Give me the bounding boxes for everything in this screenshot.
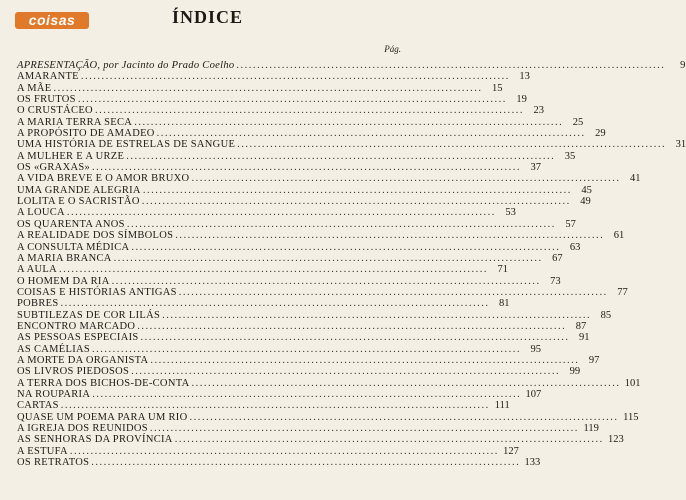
dot-leader bbox=[135, 321, 568, 332]
dot-leader bbox=[189, 173, 622, 184]
toc-entry-page: 49 bbox=[580, 196, 591, 208]
dot-leader bbox=[188, 412, 621, 423]
dot-leader bbox=[125, 219, 558, 230]
toc-entry-page: 107 bbox=[525, 388, 542, 400]
toc-entry-title: O CRUSTÁCEO bbox=[17, 105, 93, 117]
dot-leader bbox=[140, 196, 573, 207]
dot-leader bbox=[58, 298, 491, 309]
dot-leader bbox=[155, 128, 588, 139]
toc-entry-title: A PROPÓSITO DE AMADEO bbox=[17, 128, 155, 140]
toc-entry bbox=[17, 411, 639, 423]
toc-entry-page: 41 bbox=[629, 173, 641, 185]
toc-entry bbox=[17, 150, 576, 162]
toc-entry-title: LOLITA E O SACRISTÃO bbox=[17, 196, 140, 208]
toc-entry-page: 25 bbox=[572, 116, 584, 128]
dot-leader bbox=[148, 355, 581, 366]
dot-leader bbox=[68, 446, 501, 457]
toc-entry bbox=[17, 241, 581, 253]
toc-entry-title: AMARANTE bbox=[17, 71, 79, 83]
toc-entry-title: A MULHER E A URZE bbox=[17, 150, 125, 162]
toc-entry-title: QUASE UM POEMA PARA UM RIO bbox=[17, 411, 188, 423]
toc-entry-page: 23 bbox=[533, 105, 544, 117]
toc-entry-title: O HOMEM DA RIA bbox=[17, 275, 110, 287]
toc-entry bbox=[17, 252, 563, 264]
toc-entry-page: 85 bbox=[600, 309, 612, 321]
toc-entry-title: AS SENHORAS DA PROVÍNCIA bbox=[17, 434, 173, 446]
toc-entry bbox=[17, 60, 686, 71]
dot-leader bbox=[235, 139, 668, 150]
toc-entry-page: 53 bbox=[505, 207, 516, 219]
dot-leader bbox=[148, 423, 581, 434]
toc-entry-page: 127 bbox=[503, 445, 519, 457]
toc-entry-title: A ESTUFA bbox=[17, 445, 68, 457]
toc-entry bbox=[17, 173, 641, 185]
toc-entry bbox=[17, 354, 600, 366]
toc-entry-page: 111 bbox=[494, 400, 510, 412]
dot-leader bbox=[177, 287, 610, 298]
toc-entry bbox=[17, 218, 576, 230]
toc-entry-page: 31 bbox=[675, 139, 686, 151]
toc-entry-title: ENCONTRO MARCADO bbox=[17, 320, 136, 332]
toc-entry bbox=[17, 400, 510, 412]
toc-entry-page: 35 bbox=[564, 150, 576, 162]
toc-entry bbox=[17, 264, 509, 276]
toc-entry-title: AS PESSOAS ESPECIAIS bbox=[17, 332, 139, 344]
toc-entry-title: A CONSULTA MÉDICA bbox=[17, 241, 130, 253]
toc-entry-page: 63 bbox=[569, 241, 581, 253]
toc-entry-title: NA ROUPARIA bbox=[17, 388, 91, 400]
toc-entry-page: 81 bbox=[498, 298, 510, 310]
toc-entry-title: A MARIA BRANCA bbox=[17, 252, 112, 264]
toc-entry bbox=[17, 184, 592, 196]
toc-entry-title: SUBTILEZAS DE COR LILÁS bbox=[17, 309, 161, 321]
dot-leader bbox=[112, 253, 545, 264]
toc-entry-title: A MARIA TERRA SECA bbox=[17, 116, 133, 128]
dot-leader bbox=[93, 105, 526, 116]
dot-leader bbox=[110, 276, 543, 287]
dot-leader bbox=[89, 457, 522, 468]
dot-leader bbox=[173, 230, 606, 241]
toc-entry bbox=[17, 286, 628, 298]
toc-entry-title: AS CAMÉLIAS bbox=[17, 343, 91, 355]
toc-entry-page: 133 bbox=[524, 457, 541, 469]
dot-leader bbox=[129, 366, 562, 377]
toc-entry-title-italic: APRESENTAÇÃO, por Jacinto do Prado Coelho bbox=[17, 60, 235, 71]
toc-entry-title: A MORTE DA ORGANISTA bbox=[17, 354, 149, 366]
toc-entry-page: 15 bbox=[491, 82, 503, 94]
toc-entry-title: A TERRA DOS BICHOS-DE-CONTA bbox=[17, 377, 190, 389]
dot-leader bbox=[139, 332, 572, 343]
toc-entry bbox=[17, 445, 519, 457]
toc-entry bbox=[17, 423, 599, 434]
toc-entry-page: 115 bbox=[623, 411, 639, 423]
toc-entry bbox=[17, 434, 624, 446]
toc-entry bbox=[17, 105, 544, 117]
toc-entry-page: 13 bbox=[519, 71, 530, 83]
toc-entry-page: 77 bbox=[617, 286, 628, 298]
toc-entry bbox=[17, 320, 587, 332]
dot-leader bbox=[59, 400, 492, 411]
dot-leader bbox=[173, 434, 606, 445]
toc-entry-page: 95 bbox=[530, 343, 542, 355]
toc-entry bbox=[17, 275, 561, 287]
coisas-badge: coisas bbox=[15, 12, 89, 29]
toc-entry bbox=[17, 309, 612, 321]
toc-entry bbox=[17, 82, 503, 94]
toc-entry bbox=[17, 377, 641, 389]
toc-entry-page: 9 bbox=[680, 60, 686, 71]
toc-entry-page: 71 bbox=[497, 264, 509, 276]
dot-leader bbox=[90, 344, 523, 355]
toc-entry-title bbox=[17, 60, 234, 71]
toc-entry-page: 91 bbox=[579, 332, 590, 344]
page-title: ÍNDICE bbox=[171, 7, 243, 27]
toc-entry-page: 101 bbox=[624, 377, 641, 389]
toc-entry-title: OS RETRATOS bbox=[17, 457, 90, 469]
toc-entry-page: 37 bbox=[530, 162, 542, 174]
dot-leader bbox=[124, 151, 557, 162]
dot-leader bbox=[234, 60, 667, 71]
toc-entry-page: 19 bbox=[516, 94, 527, 106]
toc-entry bbox=[17, 139, 686, 151]
table-of-contents bbox=[17, 60, 686, 469]
dot-leader bbox=[132, 117, 565, 128]
toc-entry-title: OS QUARENTA ANOS bbox=[17, 218, 125, 230]
dot-leader bbox=[129, 242, 562, 253]
toc-entry-title: OS FRUTOS bbox=[17, 94, 76, 106]
toc-entry bbox=[17, 128, 606, 140]
toc-entry-title: A VIDA BREVE E O AMOR BRUXO bbox=[17, 173, 190, 185]
toc-entry-page: 57 bbox=[565, 218, 576, 230]
toc-entry-page: 61 bbox=[613, 230, 625, 242]
toc-entry bbox=[17, 71, 530, 83]
toc-entry-page: 123 bbox=[607, 434, 624, 446]
toc-entry-page: 29 bbox=[595, 128, 606, 140]
toc-entry-page: 99 bbox=[569, 366, 581, 378]
toc-entry-page: 97 bbox=[588, 354, 600, 366]
dot-leader bbox=[90, 162, 523, 173]
toc-entry-page: 45 bbox=[581, 184, 592, 196]
toc-entry-title: UMA HISTÓRIA DE ESTRELAS DE SANGUE bbox=[17, 139, 236, 151]
toc-entry-page: 87 bbox=[575, 320, 587, 332]
toc-entry bbox=[17, 196, 591, 208]
dot-leader bbox=[160, 310, 593, 321]
toc-entry-page: 67 bbox=[552, 252, 563, 264]
dot-leader bbox=[65, 207, 498, 218]
dot-leader bbox=[57, 264, 490, 275]
dot-leader bbox=[76, 94, 509, 105]
toc-entry-title: POBRES bbox=[17, 298, 59, 310]
toc-entry bbox=[17, 343, 542, 355]
dot-leader bbox=[51, 83, 484, 94]
toc-entry bbox=[17, 388, 542, 400]
toc-entry-title: A MÃE bbox=[17, 82, 52, 94]
toc-entry-title: UMA GRANDE ALEGRIA bbox=[17, 184, 141, 196]
toc-entry bbox=[17, 457, 541, 469]
toc-entry bbox=[17, 207, 516, 219]
toc-entry bbox=[17, 162, 542, 174]
page-column-label: Pág. bbox=[384, 44, 401, 54]
toc-entry-title: A REALIDADE DOS SÍMBOLOS bbox=[17, 230, 174, 242]
toc-entry bbox=[17, 116, 584, 128]
toc-entry-title: OS LIVROS PIEDOSOS bbox=[17, 366, 130, 378]
toc-entry bbox=[17, 94, 527, 106]
dot-leader bbox=[79, 71, 512, 82]
toc-entry bbox=[17, 332, 590, 344]
toc-entry bbox=[17, 230, 625, 242]
dot-leader bbox=[141, 185, 574, 196]
toc-entry bbox=[17, 366, 581, 378]
toc-entry bbox=[17, 298, 510, 310]
dot-leader bbox=[90, 389, 523, 400]
toc-entry-title: A AULA bbox=[17, 264, 58, 276]
toc-entry-title: OS «GRAXAS» bbox=[17, 162, 91, 174]
toc-entry-page: 73 bbox=[550, 275, 561, 287]
dot-leader bbox=[189, 378, 622, 389]
toc-entry-title: A IGREJA DOS REUNIDOS bbox=[17, 423, 148, 434]
toc-entry-title: A LOUCA bbox=[17, 207, 65, 219]
toc-entry-title: CARTAS bbox=[17, 400, 59, 412]
toc-entry-title: COISAS E HISTÓRIAS ANTIGAS bbox=[17, 286, 177, 298]
toc-entry-page: 119 bbox=[583, 423, 599, 434]
